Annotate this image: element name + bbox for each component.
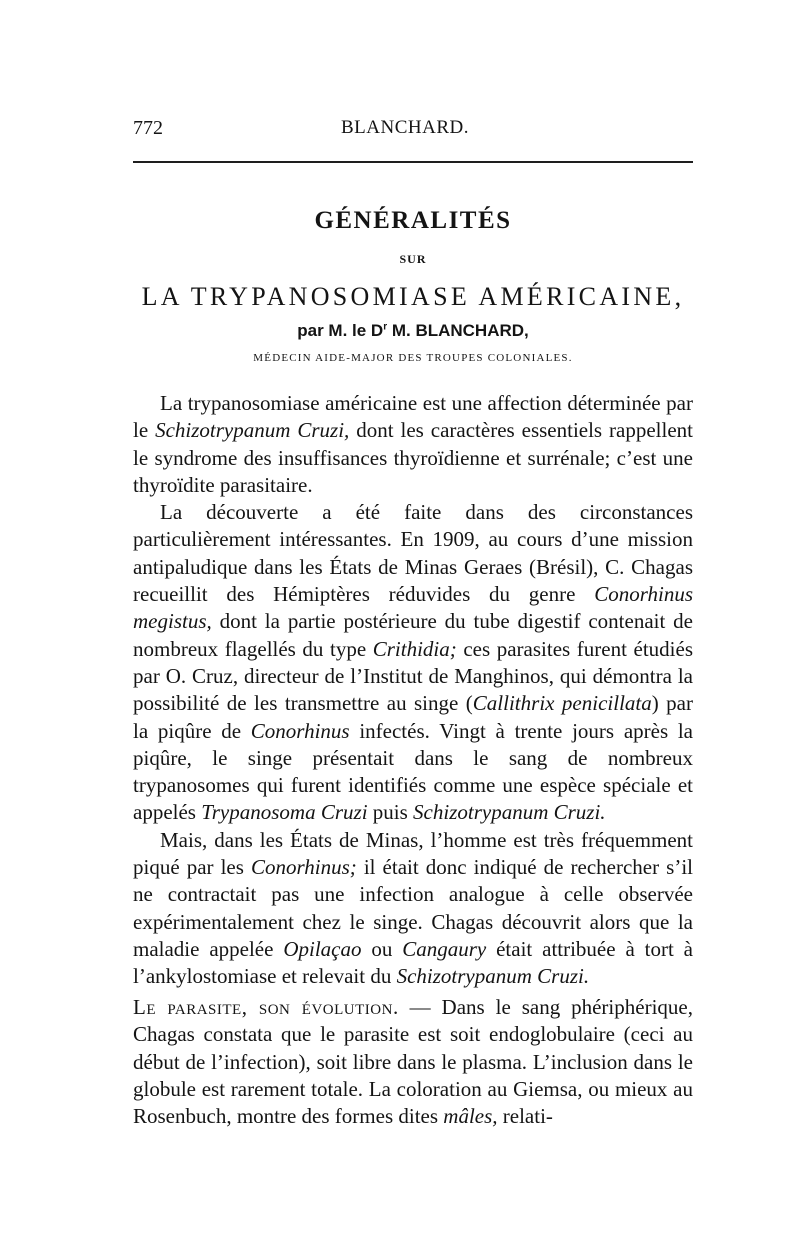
text-run: ou xyxy=(361,936,403,961)
italic-run: Opilaçao xyxy=(283,936,362,961)
text-run: dont la partie postérieure du tube digestif contenait de nombreux flagellés du type xyxy=(133,609,693,661)
text-run: relati- xyxy=(497,1104,553,1129)
running-header xyxy=(133,117,693,143)
italic-run: mâles, xyxy=(443,1104,498,1129)
italic-run: Conorhinus xyxy=(250,718,350,743)
italic-run: Cangaury xyxy=(402,936,487,961)
article-subject: LA TRYPANOSOMIASE AMÉRICAINE, xyxy=(141,282,685,311)
text-run: était attribuée à tort à l’ankylostomiase et relevait du xyxy=(133,936,693,989)
text-run: La trypanosomiase américaine est une affection déterminée par le xyxy=(133,391,693,443)
paragraph-3 xyxy=(133,827,693,991)
text-run: Mais, dans les États de Minas, l’homme est très fréquemment piqué par les xyxy=(133,827,693,880)
byline-superscript: r xyxy=(383,321,388,333)
section-paragraph xyxy=(133,994,693,1130)
header-rule xyxy=(133,161,693,163)
running-title: BLANCHARD. xyxy=(341,117,469,138)
text-run: il était donc indiqué de rechercher s’il ne contractait pas une infection analogue à celle observée expérimentalement chez le singe. Chagas découvrit alors que la maladie appelée xyxy=(133,855,693,961)
paragraph-2 xyxy=(133,499,693,827)
heading-dash: — xyxy=(398,995,442,1019)
text-run: puis xyxy=(367,800,414,825)
text-run: ) par la piqûre de xyxy=(133,691,693,743)
text-run: infectés. Vingt à trente jours après la piqûre, le singe présentait dans le sang de nombreux trypanosomes qui furent identifiés comme une espèce spéciale et appelés xyxy=(133,718,694,825)
italic-run: Conorhinus megistus, xyxy=(133,582,693,634)
text-run: Dans le sang phériphérique, Chagas constata que le parasite est soit endoglobulaire (ceci au début de l’infection), soit libre dans le plasma. L’inclusion dans le globule est rarement totale. La coloration au Giemsa, ou mieux au Rosenbuch, montre des formes dites xyxy=(133,995,693,1129)
italic-run: Trypanosoma Cruzi xyxy=(201,800,368,825)
text-run: dont les caractères essentiels rappellent le syndrome des insuffisances thyroïdienne et surrénale; c’est une thyroïdite parasitaire. xyxy=(133,418,693,497)
page-number: 772 xyxy=(133,117,163,139)
author-byline xyxy=(133,321,693,341)
byline-prefix: par M. le D xyxy=(297,321,384,340)
italic-run: Conorhinus; xyxy=(250,855,357,880)
italic-run: Callithrix penicillata xyxy=(472,691,652,716)
italic-run: Schizotrypanum Cruzi. xyxy=(396,964,590,989)
paragraph-1 xyxy=(133,390,693,499)
title-connector: SUR xyxy=(399,252,427,266)
author-affiliation: MÉDECIN AIDE-MAJOR DES TROUPES COLONIALES. xyxy=(253,352,573,364)
text-run: La découverte a été faite dans des circonstances particulièrement intéressantes. En 1909, au cours d’une mission antipaludique dans les États de Minas Geraes (Brésil), C. Chagas recueillit des Hémiptères réduvides du genre xyxy=(133,500,693,607)
italic-run: Crithidia; xyxy=(372,636,457,661)
section-parasite xyxy=(133,994,693,1130)
italic-run: Schizotrypanum Cruzi, xyxy=(155,418,350,443)
author-name: M. BLANCHARD, xyxy=(387,321,529,340)
text-run: ces parasites furent étudiés par O. Cruz, directeur de l’Institut de Manghinos, qui démontra la possibilité de les transmettre au singe ( xyxy=(133,636,693,716)
italic-run: Schizotrypanum Cruzi. xyxy=(413,800,606,825)
article-body xyxy=(133,390,693,991)
section-heading: Le parasite, son évolution. xyxy=(133,995,399,1019)
article-title: GÉNÉRALITÉS xyxy=(314,207,512,234)
